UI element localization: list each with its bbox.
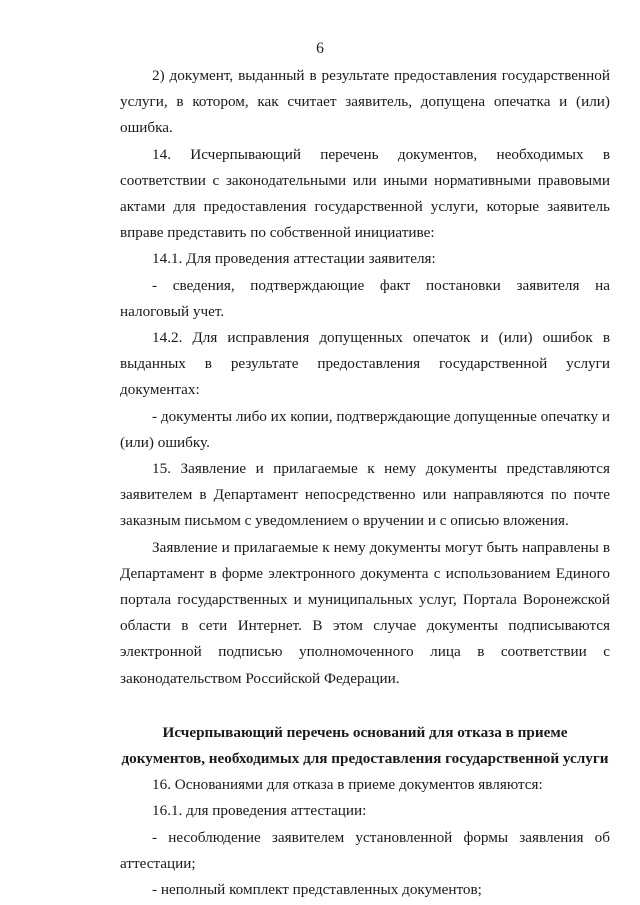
paragraph-clause-14: 14. Исчерпывающий перечень документов, необходимых в соответствии с законодательными или иными нормативными правовыми актами для предоставления государственной услуги, которые заявитель вправе представить по собственной инициативе: bbox=[120, 145, 610, 242]
paragraph-clause-16: 16. Основаниями для отказа в приеме документов являются: bbox=[152, 776, 543, 794]
paragraph-item-2: 2) документ, выданный в результате предоставления государственной услуги, в котором, как считает заявитель, допущена опечатка и (или) ошибка. bbox=[120, 67, 610, 137]
paragraph-tax-registration: - сведения, подтверждающие факт постановки заявителя на налоговый учет. bbox=[120, 276, 610, 320]
page-number: 6 bbox=[316, 40, 324, 57]
paragraph-error-documents: - документы либо их копии, подтверждающие допущенные опечатку и (или) ошибку. bbox=[120, 407, 610, 451]
paragraph-clause-14-1: 14.1. Для проведения аттестации заявителя: bbox=[152, 250, 436, 268]
paragraph-electronic-submission: Заявление и прилагаемые к нему документы могут быть направлены в Департамент в форме электронного документа с использованием Единого портала государственных и муниципальных услуг, Портала Воронежской области в сети Интернет. В этом случае документы подписываются электронной подписью уполномоченного лица в соответствии с законодательством Российской Федерации. bbox=[120, 538, 610, 687]
paragraph-form-violation: - несоблюдение заявителем установленной формы заявления об аттестации; bbox=[120, 828, 610, 872]
section-heading: Исчерпывающий перечень оснований для отказа в приеме документов, необходимых для предоставления государственной услуги bbox=[121, 723, 609, 768]
paragraph-clause-14-2: 14.2. Для исправления допущенных опечаток и (или) ошибок в выданных в результате предоставления государственной услуги документах: bbox=[120, 329, 610, 399]
paragraph-incomplete-set: - неполный комплект представленных документов; bbox=[152, 881, 482, 899]
document-body bbox=[120, 63, 610, 903]
paragraph-clause-16-1: 16.1. для проведения аттестации: bbox=[152, 802, 367, 820]
paragraph-clause-15: 15. Заявление и прилагаемые к нему документы представляются заявителем в Департамент непосредственно или направляются по почте заказным письмом с уведомлением о вручении и с описью вложения. bbox=[120, 460, 610, 530]
